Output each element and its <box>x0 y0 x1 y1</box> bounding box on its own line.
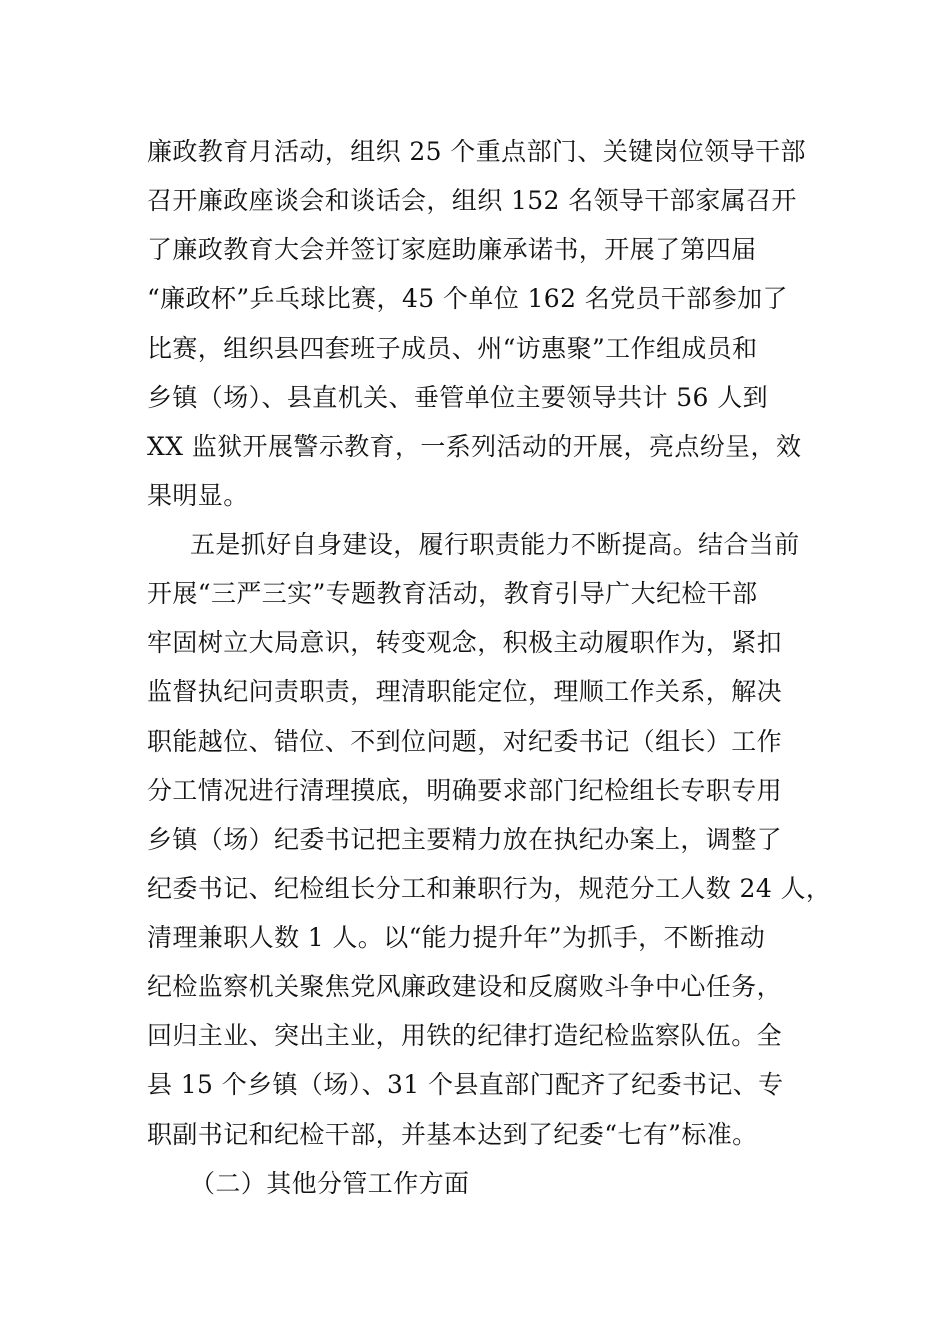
paragraph-2-line-1: 五是抓好自身建设，履行职责能力不断提高。结合当前 <box>190 530 800 559</box>
paragraph-2-line-10: 纪检监察机关聚焦党风廉政建设和反腐败斗争中心任务， <box>147 972 783 1001</box>
paragraph-2-line-4: 监督执纪问责职责，理清职能定位，理顺工作关系，解决 <box>147 677 783 706</box>
paragraph-2-line-3: 牢固树立大局意识，转变观念，积极主动履职作为，紧扣 <box>147 628 783 657</box>
paragraph-1-line-8: 果明显。 <box>147 481 249 510</box>
paragraph-1-line-4: “廉政杯”乒乓球比赛，45 个单位 162 名党员干部参加了 <box>147 284 788 313</box>
paragraph-1-line-5: 比赛，组织县四套班子成员、州“访惠聚”工作组成员和 <box>147 334 758 363</box>
paragraph-1-line-1: 廉政教育月活动，组织 25 个重点部门、关键岗位领导干部 <box>147 137 806 166</box>
paragraph-2-line-8: 纪委书记、纪检组长分工和兼职行为，规范分工人数 24 人， <box>147 874 832 903</box>
paragraph-2-line-9: 清理兼职人数 1 人。以“能力提升年”为抓手，不断推动 <box>147 923 766 952</box>
section-heading: （二）其他分管工作方面 <box>190 1169 470 1198</box>
paragraph-2-line-11: 回归主业、突出主业，用铁的纪律打造纪检监察队伍。全 <box>147 1021 783 1050</box>
paragraph-2-line-13: 职副书记和纪检干部，并基本达到了纪委“七有”标准。 <box>147 1120 758 1149</box>
paragraph-1-line-6: 乡镇（场）、县直机关、垂管单位主要领导共计 56 人到 <box>147 383 769 412</box>
paragraph-1-line-7: XX 监狱开展警示教育，一系列活动的开展，亮点纷呈，效 <box>147 432 802 461</box>
paragraph-1-line-2: 召开廉政座谈会和谈话会，组织 152 名领导干部家属召开 <box>147 186 797 215</box>
paragraph-2-line-2: 开展“三严三实”专题教育活动，教育引导广大纪检干部 <box>147 579 758 608</box>
paragraph-2-line-5: 职能越位、错位、不到位问题，对纪委书记（组长）工作 <box>147 727 783 756</box>
paragraph-2-line-7: 乡镇（场）纪委书记把主要精力放在执纪办案上，调整了 <box>147 825 783 854</box>
paragraph-1-line-3: 了廉政教育大会并签订家庭助廉承诺书，开展了第四届 <box>147 235 757 264</box>
paragraph-2-line-12: 县 15 个乡镇（场）、31 个县直部门配齐了纪委书记、专 <box>147 1070 784 1099</box>
paragraph-2-line-6: 分工情况进行清理摸底，明确要求部门纪检组长专职专用 <box>147 776 783 805</box>
